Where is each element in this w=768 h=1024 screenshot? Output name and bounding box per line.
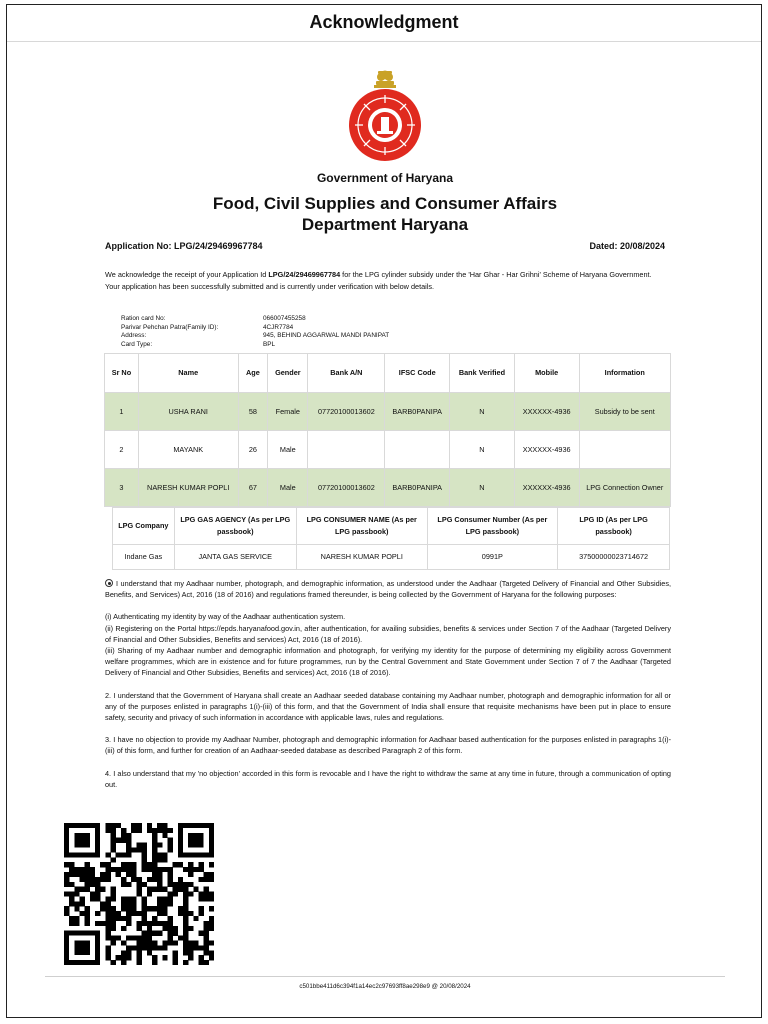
cell-mobile: XXXXXX-4936: [514, 393, 579, 431]
department-name: [7, 193, 763, 235]
header-information: Information: [579, 354, 671, 393]
cell-name: USHA RANI: [138, 393, 238, 431]
consent-purpose-ii: (ii) Registering on the Portal https://epds.haryanafood.gov.in, after authentication, for availing subsidies, benefits & services under Section 7 of the Aadhaar (Targeted Delivery of Financial and Other Subsidies, Benefits and services) Act, 2016 (18 of 2016).: [105, 623, 671, 644]
cell-lpg-company: Indane Gas: [113, 545, 175, 570]
cell-gas-agency: JANTA GAS SERVICE: [174, 545, 296, 570]
cell-info: [579, 431, 671, 469]
government-name: Government of Haryana: [316, 171, 454, 185]
cell-info: Subsidy to be sent: [579, 393, 671, 431]
info-row: [121, 341, 389, 350]
cell-sr: 1: [105, 393, 139, 431]
cell-verified: N: [450, 469, 515, 507]
cell-bank: 07720100013602: [308, 469, 385, 507]
cell-name: MAYANK: [138, 431, 238, 469]
table-row: [105, 431, 671, 469]
header-sr-no: Sr No: [105, 354, 139, 393]
header-lpg-company: LPG Company: [113, 508, 175, 545]
address-value: 945, BEHIND AGGARWAL MANDI PANIPAT: [263, 332, 390, 339]
address-label: Address:: [121, 332, 147, 339]
header-consumer-name: LPG CONSUMER NAME (As per LPG passbook): [296, 508, 427, 545]
cell-mobile: XXXXXX-4936: [514, 469, 579, 507]
header-name: Name: [138, 354, 238, 393]
consent-radio-button[interactable]: [105, 579, 113, 587]
consent-paragraph-3: 3. I have no objection to provide my Aadhaar Number, photograph and demographic information for Aadhaar based authentication for the purposes enlisted in paragraphs 1(i)-(iii) of this form, and further for creation of an Aadhaar-seeded database as described Paragraph 2 of this form.: [105, 735, 671, 756]
table-header-row: [105, 354, 671, 393]
acknowledgment-intro: [105, 269, 667, 293]
table-row: [105, 393, 671, 431]
cell-gender: Male: [268, 469, 308, 507]
header-ifsc: IFSC Code: [385, 354, 450, 393]
consent-purpose-i: (i) Authenticating my identity by way of the Aadhaar authentication system.: [105, 612, 346, 622]
family-members-table: [104, 353, 671, 507]
cell-sr: 2: [105, 431, 139, 469]
card-type-label: Card Type:: [121, 340, 153, 348]
header-gender: Gender: [268, 354, 308, 393]
consent-paragraph-2: 2. I understand that the Government of Haryana shall create an Aadhaar seeded database containing my Aadhaar number, photograph and demographic information for all or any of the purposes enlisted in paragraphs 1(i)-(iii) of this form, and that the Government of India shall ensure that requisite mechanisms have been put in place to ensure safety, security and privacy of such information in accordance with applicable laws, rules and regulations.: [105, 690, 671, 723]
header-age: Age: [238, 354, 268, 393]
cell-gender: Male: [268, 431, 308, 469]
cell-info: LPG Connection Owner: [579, 469, 671, 507]
cell-name: NARESH KUMAR POPLI: [138, 469, 238, 507]
intro-text-1: We acknowledge the receipt of your Application Id: [105, 270, 269, 279]
info-row: [121, 332, 389, 341]
cell-bank: [308, 431, 385, 469]
table-row: [113, 545, 670, 570]
cell-bank: 07720100013602: [308, 393, 385, 431]
application-date: Dated: 20/08/2024: [589, 241, 665, 251]
cell-age: 26: [238, 431, 268, 469]
table-header-row: [113, 508, 670, 545]
table-row: [105, 469, 671, 507]
qr-code-icon: [64, 823, 214, 965]
cell-consumer-name: NARESH KUMAR POPLI: [296, 545, 427, 570]
cell-age: 58: [238, 393, 268, 431]
info-row: [121, 315, 389, 324]
header-bank-verified: Bank Verified: [450, 354, 515, 393]
cell-consumer-number: 0991P: [427, 545, 558, 570]
cell-verified: N: [450, 431, 515, 469]
header-gas-agency: LPG GAS AGENCY (As per LPG passbook): [174, 508, 296, 545]
card-type-value: BPL: [263, 340, 276, 348]
consent-paragraph-4: 4. I also understand that my 'no objection' accorded in this form is revocable and I have the right to withdraw the same at any time in future, through a communication of opting out.: [105, 768, 671, 789]
cell-sr: 3: [105, 469, 139, 507]
cell-ifsc: [385, 431, 450, 469]
consent-purpose-list: [105, 611, 671, 678]
header-bank-account: Bank A/N: [308, 354, 385, 393]
department-line-1: Food, Civil Supplies and Consumer Affairs: [212, 194, 558, 213]
intro-text-2: for the LPG cylinder subsidy under the 'Har Ghar - Har Grihni' Scheme of Haryana Government. Your application has been successfully submitted and is currently under verification with below details.: [105, 270, 652, 291]
consent-text-1: I understand that my Aadhaar number, photograph, and demographic information, as understood under the Aadhaar (Targeted Delivery of Financial and Other Subsidies, Benefits, and Services) Act, 2016 (18 of 2016) and regulations framed thereunder, is being collected by the Government of Haryana for the following purposes:: [105, 579, 671, 600]
haryana-emblem-icon: [345, 67, 425, 163]
info-row: [121, 324, 389, 333]
cell-mobile: XXXXXX-4936: [514, 431, 579, 469]
intro-app-id: LPG/24/29469967784: [268, 270, 341, 279]
cell-age: 67: [238, 469, 268, 507]
title-bar: [7, 5, 761, 42]
ration-card-value: 066007455258: [263, 315, 306, 322]
page-title: Acknowledgment: [309, 12, 459, 32]
cell-ifsc: BARB0PANIPA: [385, 469, 450, 507]
consent-paragraph-1: [105, 578, 671, 600]
header-mobile: Mobile: [514, 354, 579, 393]
cell-ifsc: BARB0PANIPA: [385, 393, 450, 431]
header-consumer-number: LPG Consumer Number (As per LPG passbook): [427, 508, 558, 545]
page-frame: [6, 4, 762, 1018]
cell-gender: Female: [268, 393, 308, 431]
application-number: Application No: LPG/24/29469967784: [105, 241, 263, 251]
cell-verified: N: [450, 393, 515, 431]
cell-lpg-id: 37500000023714672: [558, 545, 670, 570]
footer-divider: [45, 976, 725, 977]
header-lpg-id: LPG ID (As per LPG passbook): [558, 508, 670, 545]
lpg-details-table: [112, 507, 670, 570]
document-hash-footer: c501bbe411d6c394f1a14ec2c97693ff8ae298e9 @ 20/08/2024: [299, 983, 471, 990]
family-id-value: 4CJR7784: [263, 323, 294, 331]
department-line-2: Department Haryana: [301, 215, 469, 234]
family-id-label: Parivar Pehchan Patra(Family ID):: [121, 323, 219, 331]
consent-purpose-iii: (iii) Sharing of my Aadhaar number and demographic information and photograph, for verifying my identity for the purpose of determining my eligibility across Government welfare programmes, which are in existence and for future programmes, run by the Central Government and State Government under Section 7 of 7 the Aadhaar (Targeted Delivery of Financial and Other Subsidies, Benefits and services) Act, 2016 (18 of 2016).: [105, 646, 671, 678]
ration-card-label: Ration card No:: [121, 315, 166, 322]
ration-card-info: [121, 315, 389, 349]
aadhaar-consent-section: [105, 578, 671, 801]
